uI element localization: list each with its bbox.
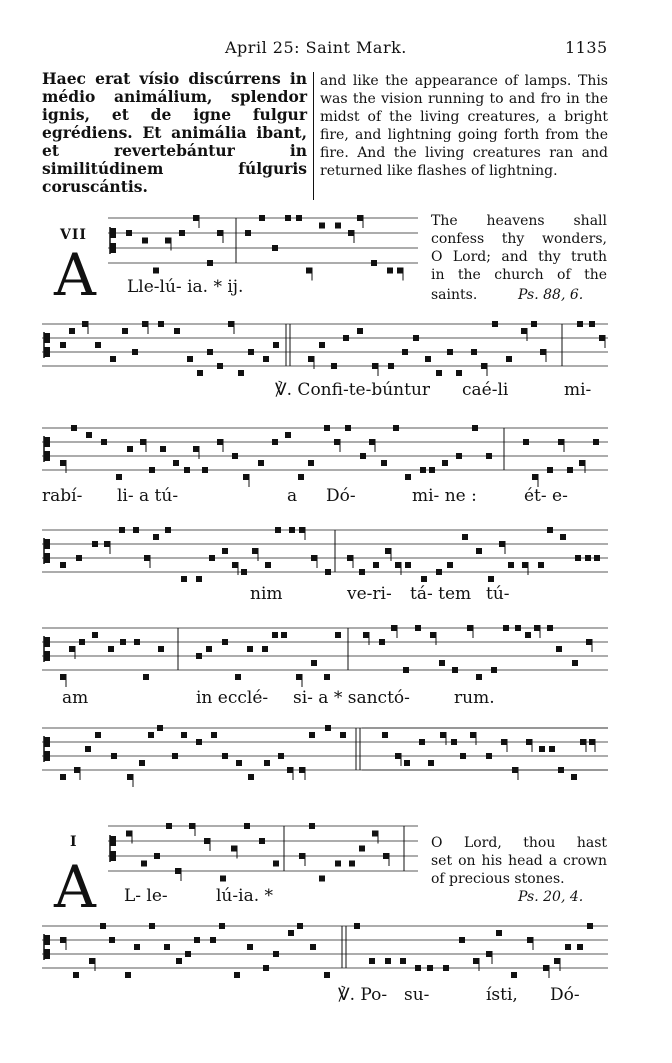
lyric-syllable: a xyxy=(287,486,298,506)
lyric-syllable: L- le- xyxy=(124,886,168,906)
psalm-reference: Ps. 88, 6. xyxy=(518,287,584,303)
lyric-syllable: ve-ri- xyxy=(347,584,392,604)
lyric-syllable: nim xyxy=(250,584,283,604)
page-number: 1135 xyxy=(565,38,608,57)
lyric-syllable: mi- xyxy=(564,380,592,400)
chant-translation-2: O Lord, thou hast set on his head a crown of precious stones. xyxy=(431,835,607,887)
lyric-syllable: tú- xyxy=(486,584,510,604)
psalm-reference-2: Ps. 20, 4. xyxy=(518,889,584,905)
lyric-syllable: am xyxy=(62,688,89,708)
lyric-syllable: Dó- xyxy=(326,486,356,506)
mode-number: VII xyxy=(60,227,87,243)
initial-letter: A xyxy=(54,241,96,309)
initial-letter-2: A xyxy=(54,853,96,921)
chant-incipit: Lle-lú- ia. * ij. xyxy=(127,277,244,297)
english-text: and like the appearance of lamps. This was the vision running to and fro in the midst of the living creatures, a bright fire, and lightning going forth from the fire. And the living creatures ran and returned like flashes of lightning. xyxy=(320,73,608,179)
chant-translation: The heavens shall confess thy wonders, O Lord; and thy truth in the church of the xyxy=(431,213,607,283)
lyric-syllable: rabí- xyxy=(42,486,83,506)
lyric-syllable: mi- ne : xyxy=(412,486,477,506)
lyric-syllable: li- a tú- xyxy=(117,486,179,506)
lyric-syllable: ét- e- xyxy=(524,486,568,506)
lyric-syllable: rum. xyxy=(454,688,495,708)
lyric-syllable: su- xyxy=(404,985,430,1005)
lyric-syllable: in ecclé- xyxy=(196,688,269,708)
latin-text: Haec erat vísio discúrrens in médio animálium, splendor ignis, et de igne fulgur egrédiens. Et animália ibant, et revertebántur in similitúdinem fúlguris coruscántis. xyxy=(42,69,307,196)
lyric-syllable: tá- tem xyxy=(410,584,472,604)
chant-translation-last: saints. xyxy=(431,287,478,303)
lyric-syllable: caé-li xyxy=(462,380,509,400)
running-title: April 25: Saint Mark. xyxy=(225,38,407,57)
lyric-syllable: lú-ia. * xyxy=(216,886,274,906)
mode-number-2: I xyxy=(70,834,78,850)
lyric-syllable: Dó- xyxy=(550,985,580,1005)
lyric-syllable: ℣. Confi-te-búntur xyxy=(275,380,431,400)
lyric-syllable: ísti, xyxy=(486,985,518,1005)
lyric-syllable: ℣. Po- xyxy=(338,985,388,1005)
lyric-syllable: si- a * sanctó- xyxy=(293,688,410,708)
